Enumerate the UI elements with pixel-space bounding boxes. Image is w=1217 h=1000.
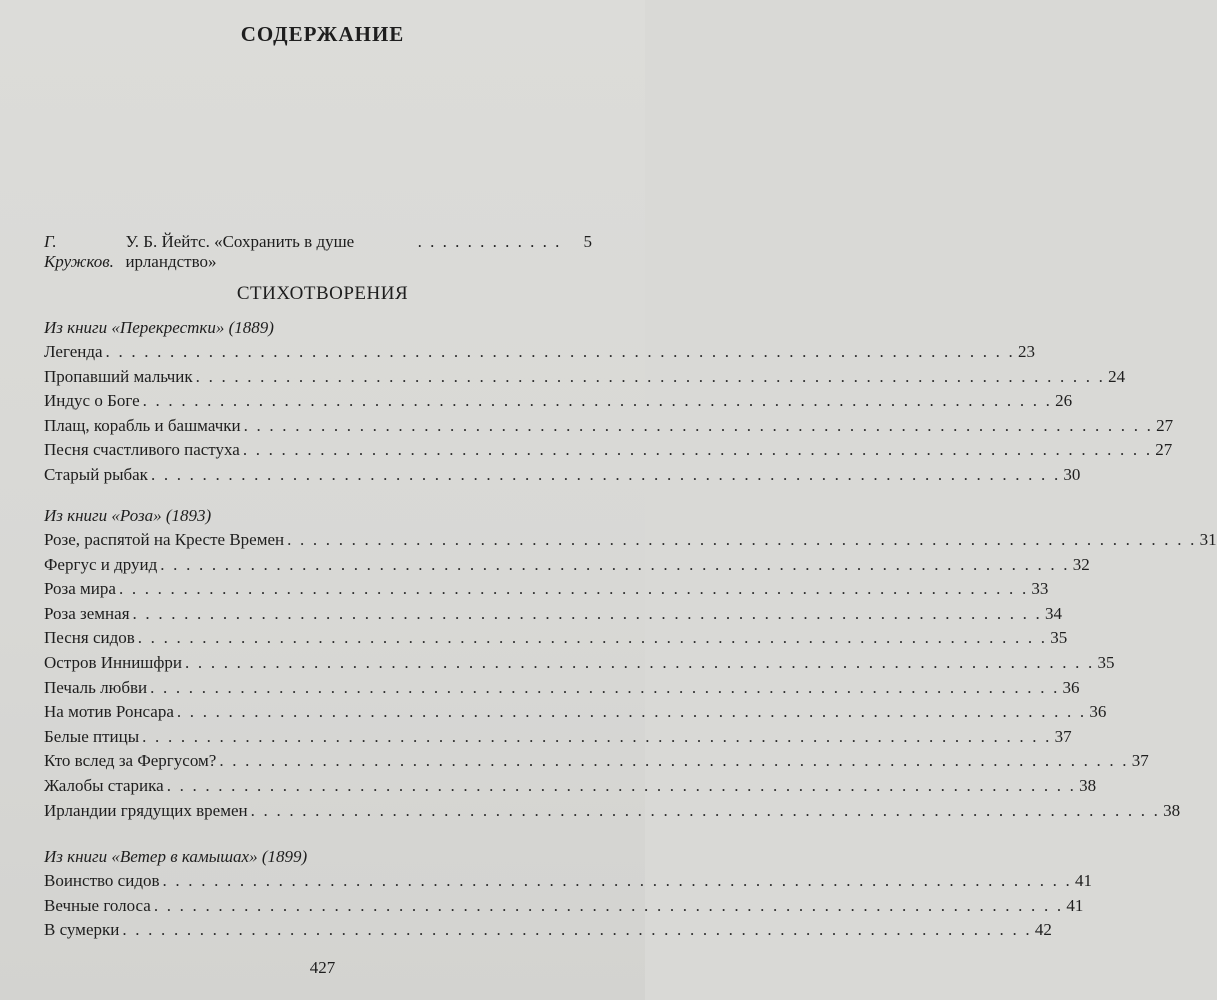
toc-entry-title: Жалобы старика (44, 775, 164, 795)
toc-entry-page: 38 (1163, 800, 1181, 820)
toc-entry-page: 33 (1031, 579, 1049, 599)
leader-dots: . . . . . . . . . . . . . . . . . . . . . . . . . . . . . . . . . . . . . . . . . . . . . . . . . . . . . . . . . . . . . . . . . . . . . . . (150, 677, 1060, 697)
toc-entry-title: Фергус и друид (44, 554, 158, 574)
leader-dots: . . . . . . . . . . . . . . . . . . . . . . . . . . . . . . . . . . . . . . . . . . . . . . . . . . . . . . . . . . . . . . . . . . . . . . . (150, 464, 1061, 484)
leader-dots: . . . . . . . . . . . . . . . . . . . . . . . . . . . . . . . . . . . . . . . . . . . . . . . . . . . . . . . . . . . . . . . . . . . . . . . (250, 800, 1161, 820)
toc-entry-title: Белые птицы (44, 726, 140, 746)
toc-entry-title: Розе, распятой на Кресте Времен (44, 530, 285, 549)
leader-dots: . . . . . . . . . . . . . . . . . . . . . . . . . . . . . . . . . . . . . . . . . . . . . . . . . . . . . . . . . . . . . . . . . . . . . . . (287, 530, 1197, 549)
toc-entry[interactable] (44, 340, 1035, 365)
toc-entry[interactable] (44, 749, 1149, 774)
toc-entry-page: 34 (1044, 603, 1062, 623)
toc-entry-page: 36 (1062, 677, 1080, 697)
toc-entry[interactable] (44, 799, 1181, 824)
toc-entry-title: Старый рыбак (44, 464, 148, 484)
toc-entry[interactable] (44, 438, 1173, 463)
toc-entry[interactable] (44, 676, 1080, 701)
leader-dots: . . . . . . . . . . . . . . . . . . . . . . . . . . . . . . . . . . . . . . . . . . . . . . . . . . . . . . . . . . . . . . . . . . . . . . . (242, 440, 1153, 460)
intro-entry (44, 232, 592, 272)
leader-dots: . . . . . . . . . . . . . . . . . . . . . . . . . . . . . . . . . . . . . . . . . . . . . . . . . . . . . . . . . . . . . . . . . . . . . . . (142, 726, 1052, 746)
leader-dots: . . . . . . . . . . . . . . . . . . . . . . . . . . . . . . . . . . . . . . . . . . . . . . . . . . . . . . . . . . . . . . . . . . . . . . . (243, 415, 1154, 435)
leader-dots: . . . . . . . . . . . . . . . . . . . . . . . . . . . . . . . . . . . . . . . . . . . . . . . . . . . . . . . . . . . . . . . . . . . . . . . (137, 628, 1048, 648)
toc-entry[interactable] (44, 894, 1084, 919)
page-number: 427 (309, 958, 336, 977)
toc-entry-page: 41 (1074, 871, 1092, 890)
book-heading: Из книги «Роза» (1893) (44, 506, 212, 525)
book-section-crossways (44, 316, 1174, 488)
toc-entry[interactable] (44, 414, 1174, 439)
intro-page-number: 5 (583, 232, 592, 251)
intro-author: Г. Кружков. (44, 232, 114, 271)
toc-entry[interactable] (44, 725, 1072, 750)
toc-entry[interactable] (44, 577, 1049, 602)
leader-dots: . . . . . . . . . . . . . . . . . . . . . . . . . . . . . . . . . . . . . . . . . . . . . . . . . . . . . . . . . . . . . . . . . . . . . . . (122, 920, 1032, 940)
toc-entry[interactable] (44, 651, 1115, 676)
leader-dots: . . . . . . . . . . . . . . . . . . . . . . . . . . . . . . . . . . . . . . . . . . . . . . . . . . . . . . . . . . . . . . . . . . . . . . . (118, 579, 1029, 599)
book-heading: Из книги «Ветер в камышах» (1899) (44, 847, 308, 866)
toc-entry-title: В сумерки (44, 920, 120, 940)
toc-entry-title: Роза мира (44, 579, 116, 599)
toc-entry-page: 27 (1155, 440, 1173, 460)
toc-entry-page: 35 (1097, 652, 1115, 672)
toc-entry[interactable] (44, 602, 1062, 627)
toc-entry-title: Индус о Боге (44, 391, 140, 411)
toc-entry[interactable] (44, 463, 1081, 488)
toc-entry-title: Печаль любви (44, 677, 148, 697)
leader-dots: . . . . . . . . . . . . . . . . . . . . . . . . . . . . . . . . . . . . . . . . . . . . . . . . . . . . . . . . . . . . . . . . . . . . . . . (105, 342, 1015, 361)
toc-entry-page: 37 (1131, 751, 1149, 771)
contents-title: СОДЕРЖАНИЕ (240, 22, 405, 46)
toc-entry-page: 42 (1034, 920, 1052, 940)
toc-entry-page: 38 (1079, 775, 1097, 795)
toc-entry-page: 31 (1199, 530, 1217, 549)
leader-dots: . . . . . . . . . . . . . . . . . . . . . . . . . . . . . . . . . . . . . . . . . . . . . . . . . . . . . . . . . . . . . . . . . . . . . . . (166, 775, 1077, 795)
toc-entry-page: 23 (1018, 342, 1035, 361)
toc-entry-title: Остров Иннишфри (44, 652, 183, 672)
toc-entry[interactable] (44, 869, 1092, 894)
book-section-wind-among-reeds (44, 845, 1092, 943)
leader-dots: . . . . . . . . . . . . . . . . . . . . . . . . . . . . . . . . . . . . . . . . . . . . . . . . . . . . . . . . . . . . . . . . . . . . . . . (162, 871, 1072, 890)
toc-entry-page: 41 (1066, 895, 1084, 915)
toc-entry-title: Плащ, корабль и башмачки (44, 415, 241, 435)
toc-entry[interactable] (44, 774, 1097, 799)
toc-entry[interactable] (44, 389, 1073, 414)
leader-dots: . . . . . . . . . . . . . . . . . . . . . . . . . . . . . . . . . . . . . . . . . . . . . . . . . . . . . . . . . . . . . . . . . . . . . . . (176, 702, 1087, 722)
toc-entry-page: 37 (1054, 726, 1072, 746)
leader-dots: . . . . . . . . . . . . . . . . . . . . . . . . . . . . . . . . . . . . . . . . . . . . . . . . . . . . . . . . . . . . . . . . . . . . . . . (160, 554, 1070, 574)
toc-entry[interactable] (44, 700, 1107, 725)
leader-dots: . . . . . . . . . . . . . . . . . . . . . . . . . . . . . . . . . . . . . . . . . . . . . . . . . . . . . . . . . . . . . . . . . . . . . . . (142, 391, 1053, 411)
leader-dots: . . . . . . . . . . . . . . . . . . . . . . . . . . . . . . . . . . . . . . . . . . . . . . . . . . . . . . . . . . . . . . . . . . . . . . . (132, 603, 1042, 623)
book-section-rose (44, 504, 1217, 823)
leader-dots: . . . . . . . . . . . . (417, 232, 562, 251)
leader-dots: . . . . . . . . . . . . . . . . . . . . . . . . . . . . . . . . . . . . . . . . . . . . . . . . . . . . . . . . . . . . . . . . . . . . . . . (219, 751, 1129, 771)
toc-entry[interactable] (44, 553, 1090, 578)
toc-entry-page: 32 (1072, 554, 1090, 574)
toc-entry-page: 26 (1055, 391, 1073, 411)
toc-entry-page: 35 (1050, 628, 1068, 648)
toc-entry-page: 36 (1089, 702, 1107, 722)
toc-entry[interactable] (44, 528, 1217, 553)
toc-entry-title: Пропавший мальчик (44, 366, 193, 386)
toc-entry[interactable] (44, 365, 1126, 390)
leader-dots: . . . . . . . . . . . . . . . . . . . . . . . . . . . . . . . . . . . . . . . . . . . . . . . . . . . . . . . . . . . . . . . . . . . . . . . (195, 366, 1106, 386)
leader-dots: . . . . . . . . . . . . . . . . . . . . . . . . . . . . . . . . . . . . . . . . . . . . . . . . . . . . . . . . . . . . . . . . . . . . . . . (153, 895, 1064, 915)
toc-entry-title: Вечные голоса (44, 895, 151, 915)
toc-entry-page: 30 (1063, 464, 1081, 484)
section-title: СТИХОТВОРЕНИЯ (236, 283, 409, 304)
toc-entry[interactable] (44, 626, 1068, 651)
toc-entry-title: Песня сидов (44, 628, 135, 648)
toc-entry[interactable] (44, 918, 1052, 943)
toc-entry-title: Воинство сидов (44, 871, 160, 890)
toc-entry-title: Ирландии грядущих времен (44, 800, 248, 820)
toc-entry-title: Кто вслед за Фергусом? (44, 751, 217, 771)
toc-entry-page: 24 (1108, 366, 1126, 386)
leader-dots: . . . . . . . . . . . . . . . . . . . . . . . . . . . . . . . . . . . . . . . . . . . . . . . . . . . . . . . . . . . . . . . . . . . . . . . (185, 652, 1095, 672)
toc-entry-title: Роза земная (44, 603, 130, 623)
toc-entry-title: Песня счастливого пастуха (44, 440, 240, 460)
toc-entry-page: 27 (1156, 415, 1174, 435)
intro-title: У. Б. Йейтс. «Сохранить в душе ирландство» (125, 232, 355, 271)
toc-entry-title: Легенда (44, 342, 103, 361)
toc-entry-title: На мотив Ронсара (44, 702, 174, 722)
book-heading: Из книги «Перекрестки» (1889) (44, 318, 274, 337)
